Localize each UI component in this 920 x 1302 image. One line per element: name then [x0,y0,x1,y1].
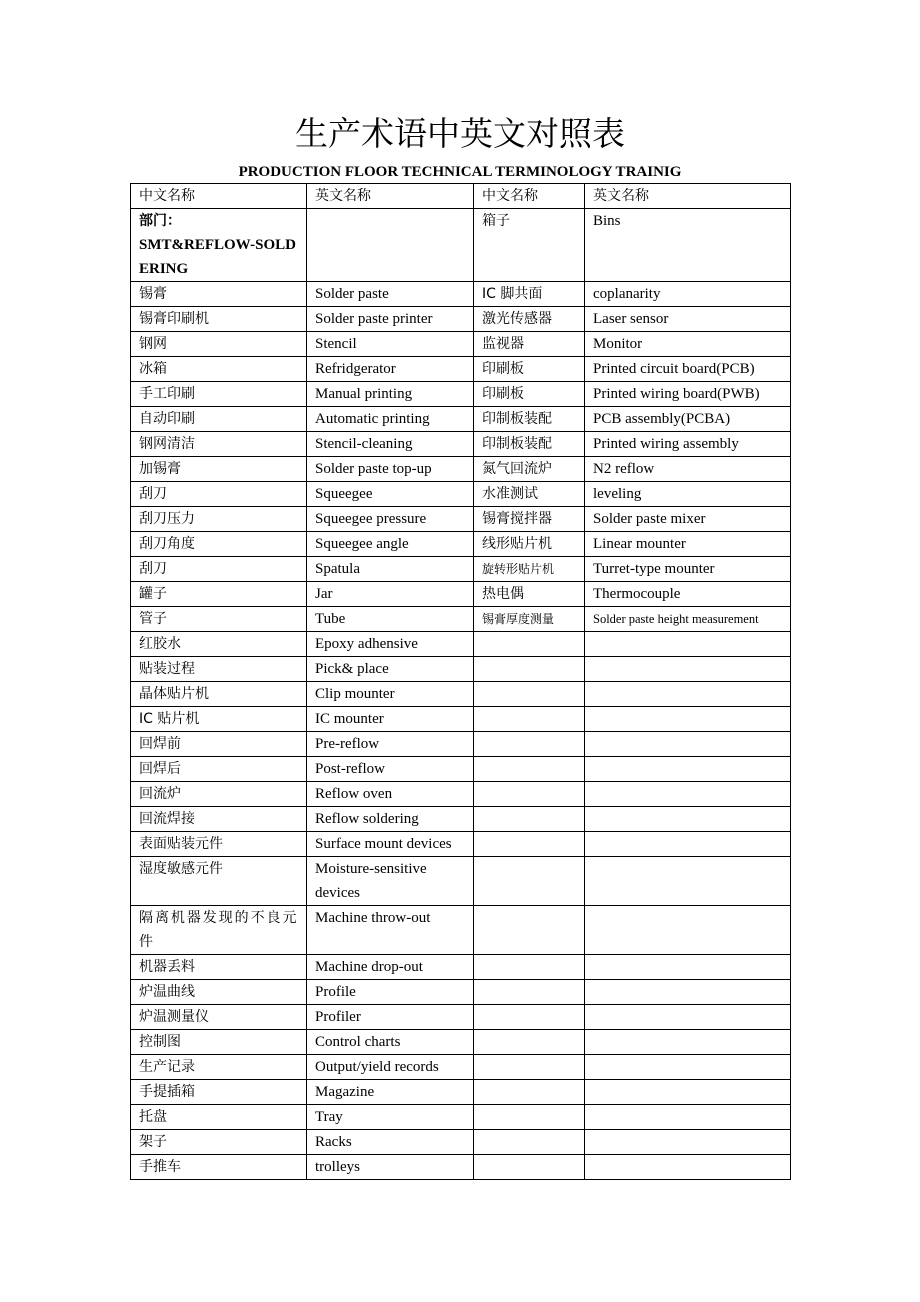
chinese-term: 表面贴装元件 [131,832,307,857]
chinese-term: 隔离机器发现的不良元件 [131,906,307,955]
chinese-term: 自动印刷 [131,407,307,432]
chinese-term: 晶体贴片机 [131,682,307,707]
english-term-2: N2 reflow [585,457,791,482]
header-english-name-1: 英文名称 [307,184,474,209]
terminology-table [130,183,791,1180]
english-term: Epoxy adhensive [307,632,474,657]
english-term: Stencil-cleaning [307,432,474,457]
chinese-term: 炉温测量仪 [131,1005,307,1030]
english-term: Pick& place [307,657,474,682]
table-row [131,307,791,332]
english-term-2 [585,906,791,955]
chinese-term-2 [474,1030,585,1055]
table-row [131,632,791,657]
table-row [131,1155,791,1180]
table-row [131,906,791,955]
chinese-term: 罐子 [131,582,307,607]
chinese-term-2 [474,732,585,757]
english-term-2 [585,782,791,807]
english-term: Squeegee pressure [307,507,474,532]
department-cell [131,209,307,282]
chinese-term-2 [474,807,585,832]
chinese-term: 回流焊接 [131,807,307,832]
table-row [131,557,791,582]
chinese-term-2 [474,1005,585,1030]
chinese-term-2 [474,980,585,1005]
chinese-term-2: 印刷板 [474,382,585,407]
english-term-2 [585,682,791,707]
table-row [131,657,791,682]
department-row [131,209,791,282]
chinese-term: 托盘 [131,1105,307,1130]
page-subtitle: PRODUCTION FLOOR TECHNICAL TERMINOLOGY TRAINIG [238,164,682,180]
english-term-2 [585,980,791,1005]
chinese-term-2: 印制板装配 [474,432,585,457]
english-term-2: Laser sensor [585,307,791,332]
table-row [131,1005,791,1030]
chinese-term: 手提插箱 [131,1080,307,1105]
english-term: Moisture-sensitive devices [307,857,474,906]
english-term-2: Printed wiring board(PWB) [585,382,791,407]
chinese-term-2 [474,955,585,980]
table-row [131,955,791,980]
english-term: Tube [307,607,474,632]
table-row [131,707,791,732]
department-empty-cell [307,209,474,282]
chinese-term-2: 氮气回流炉 [474,457,585,482]
english-term-2 [585,1080,791,1105]
chinese-term-2: 印制板装配 [474,407,585,432]
chinese-term: 回流炉 [131,782,307,807]
table-row [131,980,791,1005]
english-term-2 [585,807,791,832]
chinese-term-2 [474,707,585,732]
header-chinese-name-2: 中文名称 [474,184,585,209]
english-term: Reflow oven [307,782,474,807]
english-term: Squeegee [307,482,474,507]
english-term: Reflow soldering [307,807,474,832]
english-term: Control charts [307,1030,474,1055]
page-title: 生产术语中英文对照表 [295,114,625,153]
english-term: IC mounter [307,707,474,732]
chinese-term: 刮刀 [131,557,307,582]
first-row-chinese-term: 箱子 [474,209,585,282]
chinese-term: 锡膏 [131,282,307,307]
table-row [131,357,791,382]
header-english-name-2: 英文名称 [585,184,791,209]
english-term: Jar [307,582,474,607]
chinese-term-2: 激光传感器 [474,307,585,332]
chinese-term-2 [474,657,585,682]
english-term-2: PCB assembly(PCBA) [585,407,791,432]
english-term-2 [585,857,791,906]
chinese-term-2: 热电偶 [474,582,585,607]
english-term: Solder paste top-up [307,457,474,482]
table-row [131,382,791,407]
chinese-term-2: 锡膏搅拌器 [474,507,585,532]
table-row [131,507,791,532]
chinese-term-2 [474,1130,585,1155]
table-row [131,807,791,832]
english-term: Squeegee angle [307,532,474,557]
first-row-english-term: Bins [585,209,791,282]
english-term: Refridgerator [307,357,474,382]
english-term: Solder paste [307,282,474,307]
chinese-term-2 [474,1155,585,1180]
department-label: 部门： [139,213,181,229]
header-row [131,184,791,209]
chinese-term: 刮刀压力 [131,507,307,532]
chinese-term: 钢网 [131,332,307,357]
english-term: Racks [307,1130,474,1155]
chinese-term-2: IC 脚共面 [474,282,585,307]
chinese-term: 回焊前 [131,732,307,757]
table-row [131,457,791,482]
english-term: Spatula [307,557,474,582]
english-term-2 [585,1005,791,1030]
chinese-term-2: 水准测试 [474,482,585,507]
chinese-term: 锡膏印刷机 [131,307,307,332]
table-row [131,1080,791,1105]
chinese-term: 回焊后 [131,757,307,782]
english-term-2 [585,757,791,782]
english-term-2 [585,657,791,682]
table-row [131,682,791,707]
chinese-term: 钢网清洁 [131,432,307,457]
english-term: Profiler [307,1005,474,1030]
table-row [131,732,791,757]
english-term: Manual printing [307,382,474,407]
english-term: Stencil [307,332,474,357]
english-term: trolleys [307,1155,474,1180]
chinese-term-2 [474,857,585,906]
table-row [131,782,791,807]
table-row [131,282,791,307]
table-row [131,1105,791,1130]
english-term-2: coplanarity [585,282,791,307]
table-row [131,407,791,432]
chinese-term: 生产记录 [131,1055,307,1080]
english-term-2: Linear mounter [585,532,791,557]
table-row [131,432,791,457]
english-term-2: Solder paste height measurement [585,607,791,632]
chinese-term-2 [474,832,585,857]
chinese-term-2 [474,906,585,955]
table-row [131,857,791,906]
table-row [131,1130,791,1155]
chinese-term: 刮刀 [131,482,307,507]
english-term-2: Monitor [585,332,791,357]
chinese-term-2 [474,1080,585,1105]
chinese-term-2: 锡膏厚度测量 [474,607,585,632]
english-term-2 [585,1130,791,1155]
chinese-term-2 [474,1105,585,1130]
english-term: Output/yield records [307,1055,474,1080]
chinese-term: 架子 [131,1130,307,1155]
english-term: Profile [307,980,474,1005]
chinese-term: 手工印刷 [131,382,307,407]
chinese-term: 管子 [131,607,307,632]
english-term-2 [585,732,791,757]
english-term-2 [585,1055,791,1080]
english-term-2 [585,632,791,657]
chinese-term-2 [474,682,585,707]
english-term-2 [585,832,791,857]
english-term-2 [585,955,791,980]
chinese-term-2 [474,782,585,807]
table-row [131,482,791,507]
table-row [131,332,791,357]
english-term: Magazine [307,1080,474,1105]
chinese-term: 冰箱 [131,357,307,382]
english-term: Machine drop-out [307,955,474,980]
table-row [131,757,791,782]
chinese-term: 加锡膏 [131,457,307,482]
chinese-term-2 [474,757,585,782]
english-term-2: leveling [585,482,791,507]
english-term-2: Printed circuit board(PCB) [585,357,791,382]
department-value: SMT&REFLOW-SOLDERING [139,237,296,277]
english-term: Solder paste printer [307,307,474,332]
chinese-term: 刮刀角度 [131,532,307,557]
chinese-term: 贴装过程 [131,657,307,682]
chinese-term-2 [474,632,585,657]
header-chinese-name-1: 中文名称 [131,184,307,209]
english-term-2 [585,1105,791,1130]
table-row [131,1030,791,1055]
chinese-term: 炉温曲线 [131,980,307,1005]
english-term-2 [585,1030,791,1055]
english-term: Surface mount devices [307,832,474,857]
chinese-term-2: 监视器 [474,332,585,357]
english-term: Automatic printing [307,407,474,432]
table-row [131,582,791,607]
english-term-2: Printed wiring assembly [585,432,791,457]
table-row [131,532,791,557]
chinese-term: 机器丢料 [131,955,307,980]
chinese-term: 控制图 [131,1030,307,1055]
english-term: Post-reflow [307,757,474,782]
english-term-2: Thermocouple [585,582,791,607]
chinese-term: IC 贴片机 [131,707,307,732]
chinese-term-2: 印刷板 [474,357,585,382]
table-row [131,1055,791,1080]
table-row [131,832,791,857]
chinese-term-2 [474,1055,585,1080]
table-row [131,607,791,632]
english-term-2: Solder paste mixer [585,507,791,532]
english-term: Clip mounter [307,682,474,707]
english-term-2 [585,1155,791,1180]
chinese-term-2: 线形贴片机 [474,532,585,557]
chinese-term: 红胶水 [131,632,307,657]
english-term: Machine throw-out [307,906,474,955]
chinese-term-2: 旋转形贴片机 [474,557,585,582]
chinese-term: 湿度敏感元件 [131,857,307,906]
english-term: Pre-reflow [307,732,474,757]
english-term-2: Turret-type mounter [585,557,791,582]
chinese-term: 手推车 [131,1155,307,1180]
english-term-2 [585,707,791,732]
english-term: Tray [307,1105,474,1130]
